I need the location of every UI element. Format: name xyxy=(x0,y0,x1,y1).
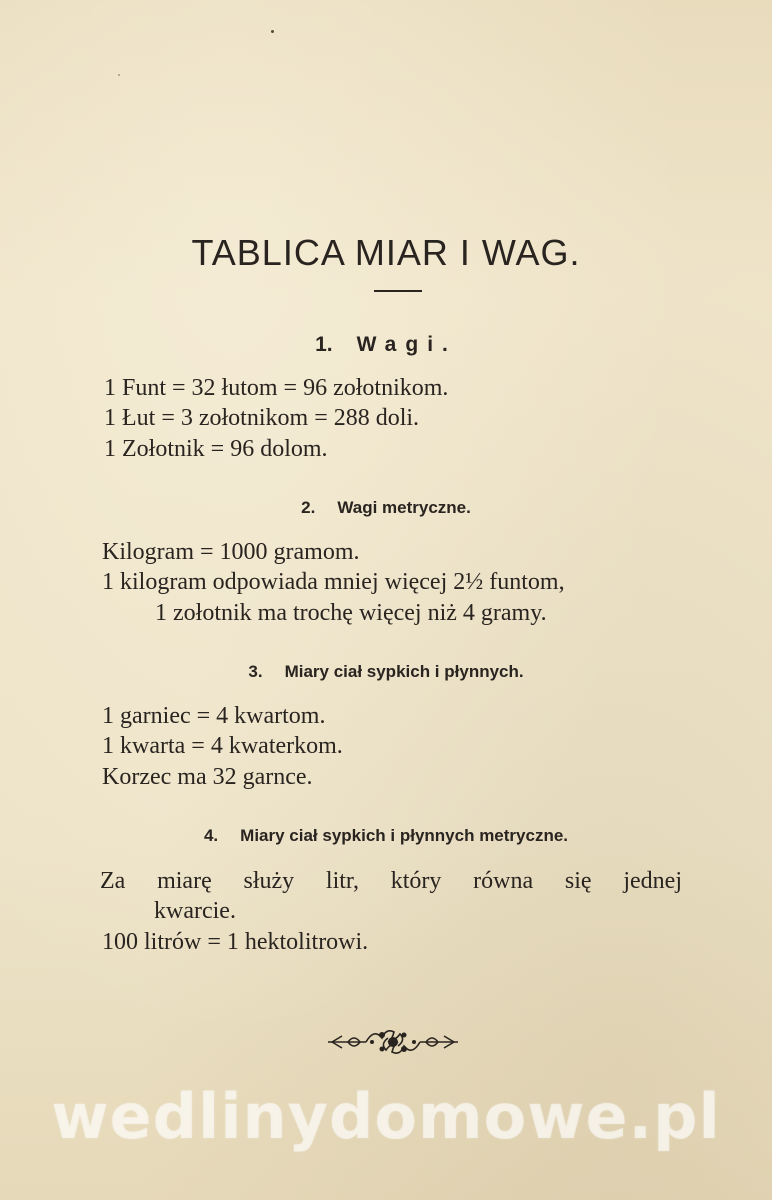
section-3-title: Miary ciał sypkich i płynnych. xyxy=(284,662,524,681)
section-1-number: 1. xyxy=(315,333,333,356)
section-3-line-2: 1 kwarta = 4 kwaterkom. xyxy=(102,733,343,759)
section-4-line-2: kwarcie. xyxy=(154,898,236,924)
section-1-line-1: 1 Funt = 32 łutom = 96 zołotnikom. xyxy=(104,375,449,401)
section-3-number: 3. xyxy=(248,662,263,681)
ink-speck xyxy=(118,74,120,76)
section-4-number: 4. xyxy=(203,826,219,845)
section-1-line-3: 1 Zołotnik = 96 dolom. xyxy=(104,436,328,462)
section-2-number: 2. xyxy=(301,498,316,517)
section-1-heading xyxy=(0,333,772,357)
section-4-line-1: Za miarę służy litr, który równa się jednej xyxy=(100,868,682,894)
section-2-line-3: 1 zołotnik ma trochę więcej niż 4 gramy. xyxy=(155,600,547,626)
section-1-title: Wagi. xyxy=(356,333,457,356)
section-1-line-2: 1 Łut = 3 zołotnikom = 288 doli. xyxy=(104,405,420,431)
section-4-heading xyxy=(0,826,772,846)
section-3-heading xyxy=(0,662,772,682)
watermark: wedlinydomowe.pl xyxy=(51,1080,721,1153)
section-2-line-1: Kilogram = 1000 gramom. xyxy=(102,539,360,565)
floral-ornament-icon xyxy=(326,1024,460,1060)
section-4-title: Miary ciał sypkich i płynnych metryczne. xyxy=(240,826,569,845)
section-2-title: Wagi metryczne. xyxy=(337,498,471,517)
section-3-line-1: 1 garniec = 4 kwartom. xyxy=(102,703,326,729)
page-title: TABLICA MIAR I WAG. xyxy=(191,232,581,273)
section-2-heading xyxy=(0,498,772,518)
ink-speck xyxy=(271,30,274,33)
section-2-line-2: 1 kilogram odpowiada mniej więcej 2½ funtom, xyxy=(102,569,565,595)
section-4-line-3: 100 litrów = 1 hektolitrowi. xyxy=(102,929,369,955)
section-3-line-3: Korzec ma 32 garnce. xyxy=(102,764,313,790)
title-divider xyxy=(374,290,422,292)
